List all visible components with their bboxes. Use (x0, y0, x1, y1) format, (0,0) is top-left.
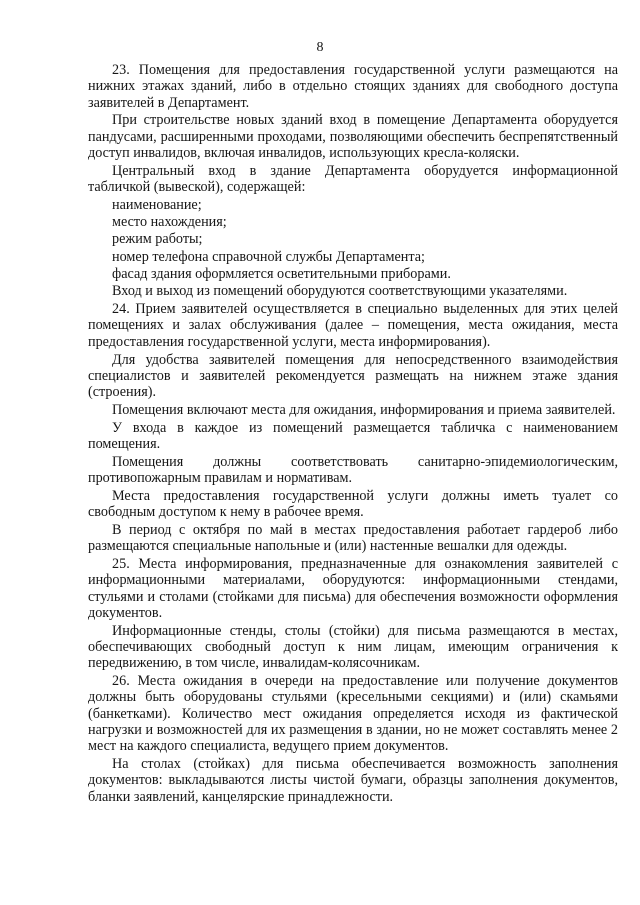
list-item-schedule: режим работы; (112, 231, 203, 248)
paragraph-info-stands: Информационные стенды, столы (стойки) для письма размещаются в местах, обеспечивающих свободный доступ к ним лицам, имеющим ограничения к передвижению, в том числе, инвалидам-колясочникам. (88, 622, 618, 672)
paragraph-entrance-sign: У входа в каждое из помещений размещается табличка с наименованием помещения. (88, 419, 618, 453)
page-number: 8 (316, 40, 324, 55)
paragraph-25: 25. Места информирования, предназначенные для ознакомления заявителей с информационными материалами, оборудуются: информационными стендами, стульями и столами (стойками для письма) для обеспечения возможности оформления документов. (88, 556, 618, 621)
list-item-name: наименование; (112, 196, 202, 213)
list-item-location: место нахождения; (112, 214, 227, 231)
paragraph-signs: Вход и выход из помещений оборудуются соответствующими указателями. (112, 283, 568, 300)
list-item-facade: фасад здания оформляется осветительными приборами. (112, 266, 451, 283)
paragraph-new-buildings: При строительстве новых зданий вход в помещение Департамента оборудуется пандусами, расширенными проходами, позволяющими обеспечить беспрепятственный доступ инвалидов, включая инвалидов, использующих кресла-коляски. (88, 112, 618, 161)
paragraph-rooms-include: Помещения включают места для ожидания, информирования и приема заявителей. (112, 401, 616, 418)
paragraph-convenience: Для удобства заявителей помещения для непосредственного взаимодействия специалистов и заявителей рекомендуется размещать на нижнем этаже здания (строения). (88, 351, 618, 401)
paragraph-toilet: Места предоставления государственной услуги должны иметь туалет со свободным доступом к нему в рабочее время. (88, 487, 618, 521)
list-item-phone: номер телефона справочной службы Департамента; (112, 248, 425, 265)
paragraph-writing-tables: На столах (стойках) для письма обеспечивается возможность заполнения документов: выкладываются листы чистой бумаги, образцы заполнения документов, бланки заявлений, канцелярские принадлежности. (88, 756, 618, 805)
document-body (88, 62, 618, 807)
paragraph-sanitary: Помещения должны соответствовать санитарно-эпидемиологическим, противопожарным правилам и нормативам. (88, 453, 618, 487)
paragraph-24: 24. Прием заявителей осуществляется в специально выделенных для этих целей помещениях и залах обслуживания (далее – помещения, места ожидания, места предоставления государственной услуги, места информирования). (88, 301, 618, 350)
paragraph-central-entrance: Центральный вход в здание Департамента оборудуется информационной табличкой (вывеской), содержащей: (88, 162, 618, 196)
paragraph-23: 23. Помещения для предоставления государственной услуги размещаются на нижних этажах зданий, либо в отдельно стоящих зданиях для свободного доступа заявителей в Департамент. (88, 62, 618, 111)
paragraph-26: 26. Места ожидания в очереди на предоставление или получение документов должны быть оборудованы стульями (кресельными секциями) и (или) скамьями (банкетками). Количество мест ожидания определяется исходя из фактической нагрузки и возможностей для их размещения в здании, но не может составлять менее 2 мест на каждого специалиста, ведущего прием документов. (88, 673, 618, 755)
paragraph-cloakroom: В период с октября по май в местах предоставления работает гардероб либо размещаются специальные напольные и (или) настенные вешалки для одежды. (88, 522, 618, 555)
